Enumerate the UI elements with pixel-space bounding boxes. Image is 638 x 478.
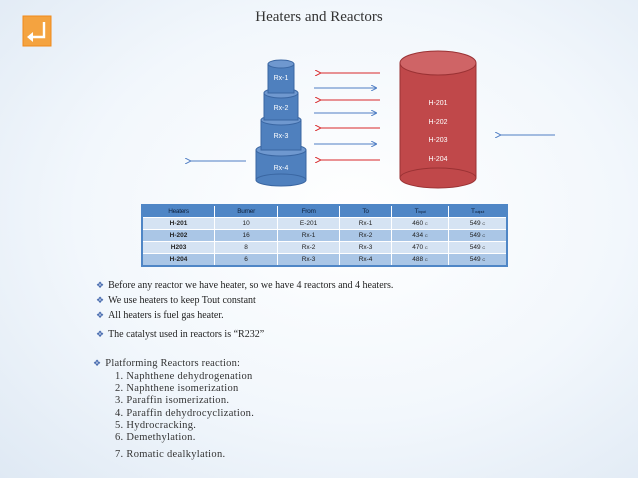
reactor-label-rx-2: Rx-2 (273, 105, 289, 112)
list-item: 7. Romatic dealkylation. (115, 449, 226, 461)
heater-label-h-203: H-203 (428, 137, 448, 144)
diamond-bullet-icon: ❖ (96, 281, 105, 291)
table-header-row (142, 205, 507, 218)
col-tinput: Tinput (392, 205, 449, 218)
page-title: Heaters and Reactors (255, 9, 383, 25)
table-row: H203 8 Rx-2 Rx-3 470 C 549 C (142, 242, 507, 254)
reactor-label-rx-1: Rx-1 (273, 75, 289, 82)
bullet-list (96, 278, 393, 342)
table-row: H-202 16 Rx-1 Rx-2 434 C 549 C (142, 230, 507, 242)
diamond-bullet-icon: ❖ (96, 311, 105, 321)
heater-table (141, 204, 508, 267)
reactions-heading: ❖ Platforming Reactors reaction: (93, 358, 241, 369)
reactor-label-rx-3: Rx-3 (273, 133, 289, 140)
bullet-item: ❖ We use heaters to keep Tout constant (96, 295, 256, 306)
diamond-bullet-icon: ❖ (96, 296, 105, 306)
heater-label-h-204: H-204 (428, 156, 448, 163)
list-item: 4. Paraffin dehydrocyclization. (115, 407, 255, 419)
reaction-list (115, 371, 254, 461)
reactor-label-rx-4: Rx-4 (273, 165, 289, 172)
bullet-item: ❖ All heaters is fuel gas heater. (96, 310, 224, 321)
list-item: 3. Paraffin isomerization. (115, 395, 230, 407)
list-item: 1. Naphthene dehydrogenation (115, 371, 253, 382)
bullet-item: ❖ The catalyst used in reactors is “R232” (96, 329, 265, 340)
heater-label-h-201: H-201 (428, 100, 448, 107)
list-item: 2. Naphthene isomerization (115, 383, 239, 395)
table-row: H-201 10 E-201 Rx-1 460 C 549 C (142, 218, 507, 230)
col-from: From (278, 205, 340, 218)
col-heaters: Heaters (142, 205, 215, 218)
heater-label-h-202: H-202 (428, 119, 448, 126)
col-toutput: Toutput (449, 205, 507, 218)
col-burner: Burner (215, 205, 278, 218)
table-row: H-204 6 Rx-3 Rx-4 488 C 549 C (142, 254, 507, 267)
list-item: 5. Hydrocracking. (115, 419, 197, 431)
list-item: 6. Demethylation. (115, 431, 196, 443)
bullet-item: ❖ Before any reactor we have heater, so we have 4 reactors and 4 heaters. (96, 280, 394, 291)
process-diagram (0, 0, 638, 200)
col-to: To (340, 205, 392, 218)
diamond-bullet-icon: ❖ (96, 330, 105, 340)
diamond-bullet-icon: ❖ (93, 359, 102, 369)
